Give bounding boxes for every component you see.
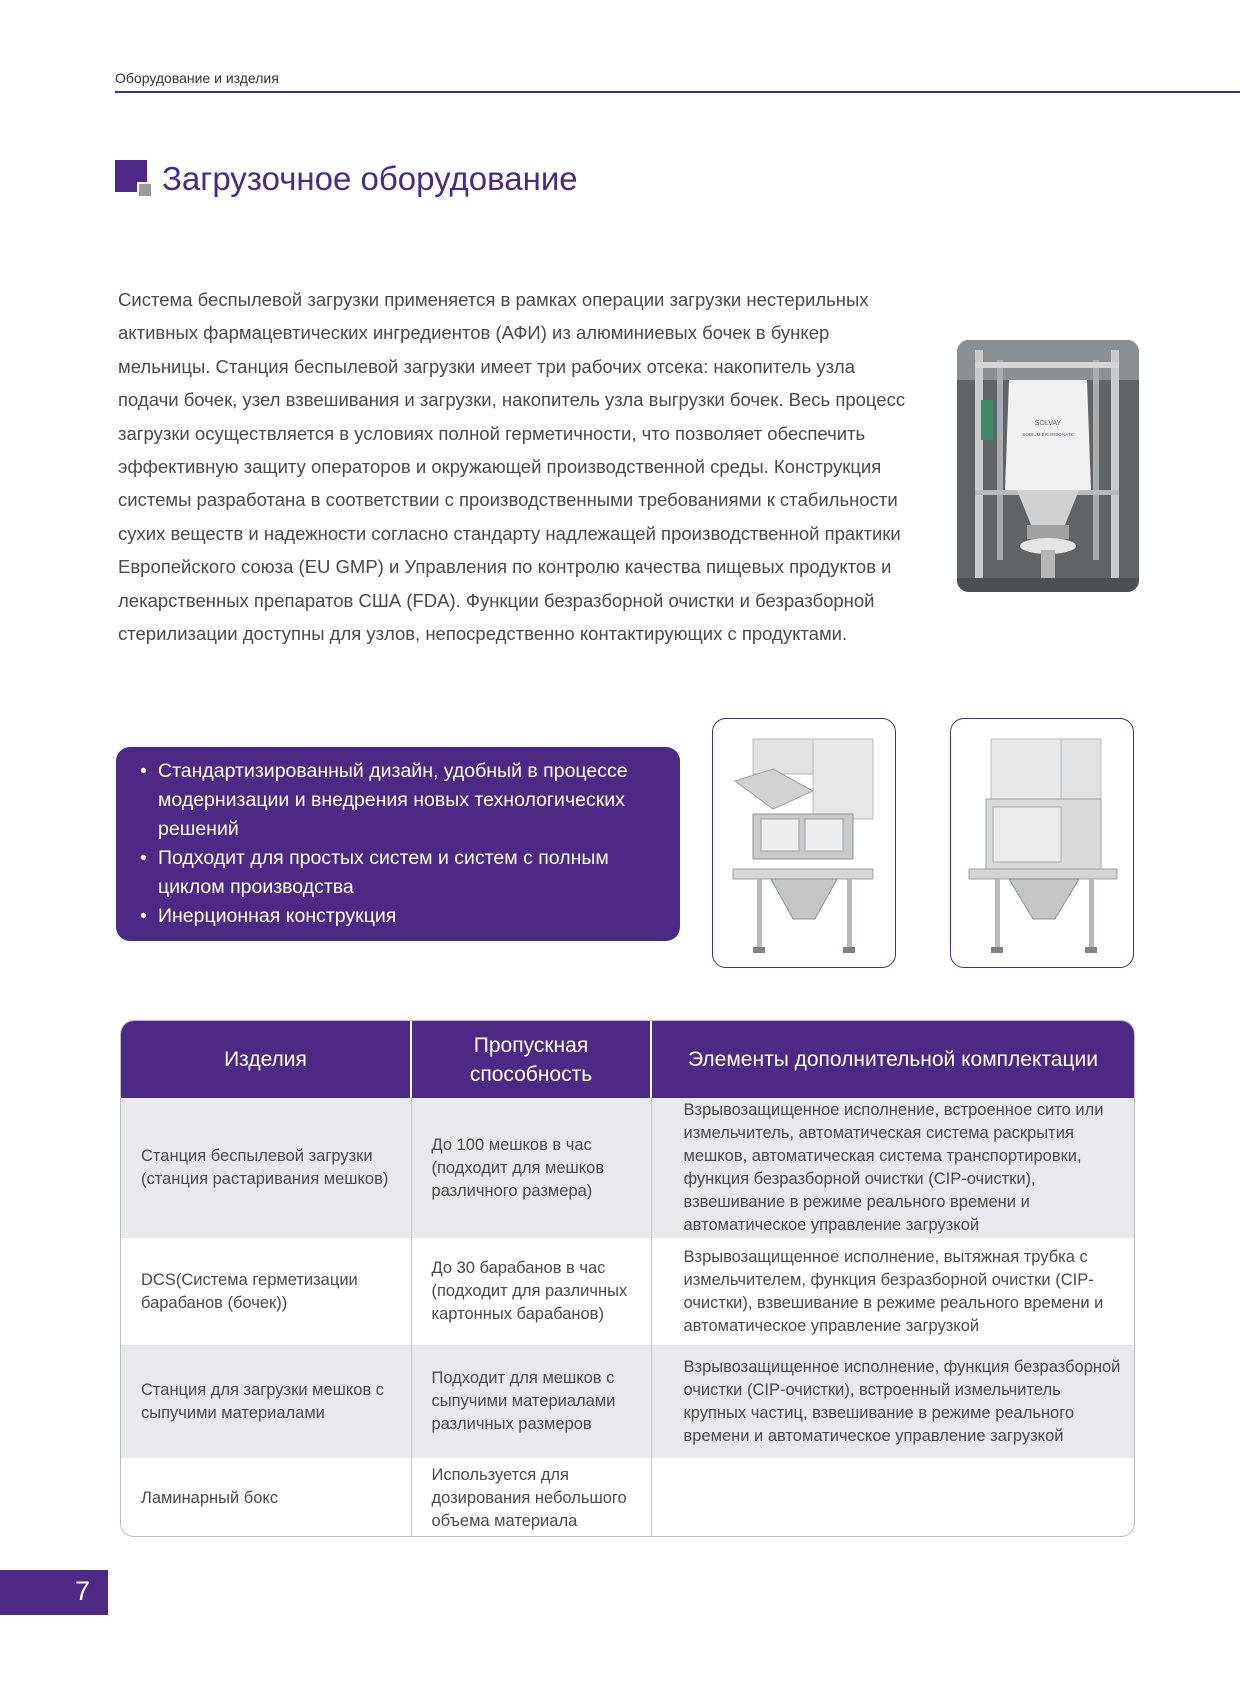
capacity-cell: Используется для дозирования небольшого объема материала (411, 1458, 651, 1537)
intro-line: подачи бочек, узел взвешивания и загрузки, накопитель узла выгрузки бочек. Весь процесс (118, 389, 906, 411)
capacity-cell: Подходит для мешков с сыпучими материалами различных размеров (411, 1345, 651, 1458)
section-title: Загрузочное оборудование (162, 160, 578, 197)
intro-line: Система беспылевой загрузки применяется в рамках операции загрузки нестерильных (118, 289, 869, 310)
page-number: 7 (74, 1576, 90, 1606)
intro-line: мельницы. Станция беспылевой загрузки имеет три рабочих отсека: накопитель узла (118, 355, 855, 377)
product-cell: DCS(Система герметизации барабанов (бочек)) (121, 1238, 411, 1345)
product-cell: Станция для загрузки мешков с сыпучими материалами (121, 1345, 411, 1458)
options-cell (651, 1458, 1134, 1537)
intro-line: активных фармацевтических ингредиентов (АФИ) из алюминиевых бочек в бункер (118, 322, 830, 344)
page-number-box (0, 1570, 108, 1615)
options-cell: Взрывозащищенное исполнение, вытяжная трубка с измельчителем, функция безразборной очистки (CIP-очистки), взвешивание в режиме реального времени и автоматическое управление загрузкой (683, 1247, 1104, 1335)
intro-line: эффективную защиту операторов и окружающей производственной среды. Конструкция (118, 456, 882, 478)
intro-line: загрузки осуществляется в условиях полной герметичности, что позволяет обеспечить (118, 422, 866, 444)
intro-line: сухих веществ и надежности согласно стандарту надлежащей производственной практики (118, 522, 901, 544)
header-rule (115, 91, 1240, 93)
bag-label: SODIUM BICARBONATE (1022, 432, 1074, 437)
column-header: Изделия (121, 1021, 411, 1098)
products-table (120, 1020, 1135, 1537)
capacity-cell: До 100 мешков в час (подходит для мешков различного размера) (411, 1098, 651, 1238)
table-row (121, 1098, 1134, 1238)
product-cell: Станция беспылевой загрузки (станция растаривания мешков) (121, 1098, 411, 1238)
capacity-cell: До 30 барабанов в час (подходит для различных картонных барабанов) (411, 1238, 651, 1345)
intro-line: Европейского союза (EU GMP) и Управления по контролю качества пищевых продуктов и (118, 556, 892, 578)
feature-item: • Стандартизированный дизайн, удобный в процессе модернизации и внедрения новых технологических решений (140, 757, 660, 844)
intro-line: стерилизации доступны для узлов, непосредственно контактирующих с продуктами. (118, 623, 848, 645)
product-photo-open (712, 718, 896, 968)
options-cell: Взрывозащищенное исполнение, функция безразборной очистки (CIP-очистки), встроенный измельчитель крупных частиц, взвешивание в режиме реального времени и автоматическое управление загрузкой (651, 1345, 1134, 1458)
running-header: Оборудование и изделия (115, 70, 279, 86)
column-header: Элементы дополнительной комплектации (651, 1021, 1134, 1098)
product-cell: Ламинарный бокс (121, 1458, 411, 1537)
column-header: Пропускная способность (411, 1021, 651, 1098)
feature-item: • Инерционная конструкция (140, 902, 660, 931)
title-mark-icon (115, 160, 149, 194)
intro-line: системы разработана в соответствии с производственными требованиями к стабильности (118, 489, 898, 511)
table-row (121, 1345, 1134, 1458)
table-row (121, 1458, 1134, 1537)
feature-item: • Подходит для простых систем и систем с полным циклом производства (140, 844, 660, 902)
intro-paragraph (118, 283, 948, 650)
features-box (116, 747, 680, 941)
table-row (121, 1238, 1134, 1345)
product-photo-closed (950, 718, 1134, 968)
bag-label: SOLVAY (1034, 420, 1062, 427)
discharge-station-photo (957, 340, 1139, 592)
intro-line: лекарственных препаратов США (FDA). Функции безразборной очистки и безразборной (118, 589, 875, 611)
options-cell: Взрывозащищенное исполнение, встроенное сито или измельчитель, автоматическая система раскрытия мешков, автоматическая система транспортировки, функция безразборной очистки (CIP-очистки), взвешивание в режиме реального времени и автоматическое управление загрузкой (651, 1098, 1134, 1238)
